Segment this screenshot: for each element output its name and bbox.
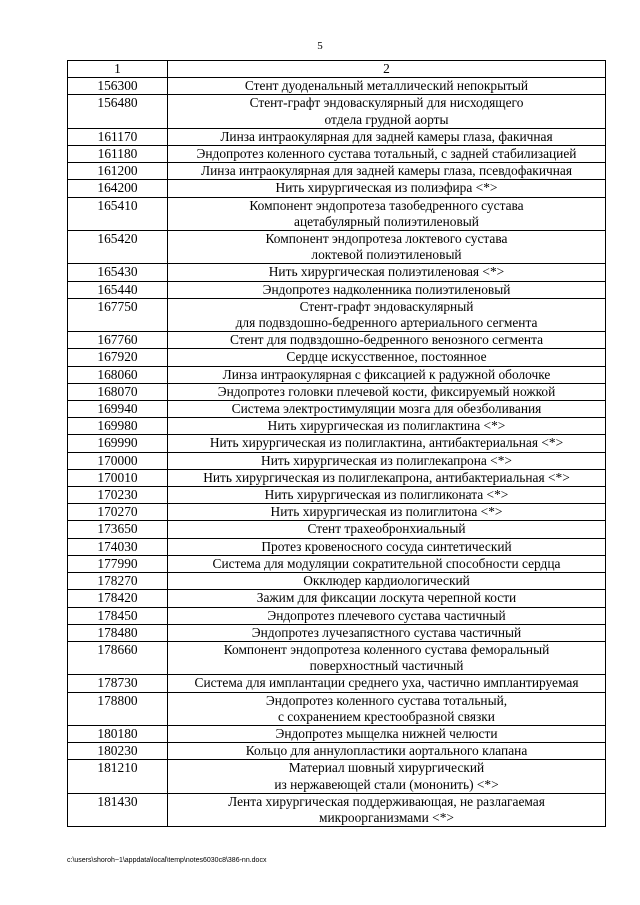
device-name-cell: Протез кровеносного сосуда синтетический: [168, 538, 606, 555]
device-name-cell: Компонент эндопротеза тазобедренного сустава ацетабулярный полиэтиленовый: [168, 197, 606, 230]
device-name-cell: Нить хирургическая из полиглактина <*>: [168, 418, 606, 435]
device-name-cell: Стент-графт эндоваскулярный для нисходящего отдела грудной аорты: [168, 95, 606, 128]
device-code-cell: 164200: [68, 180, 168, 197]
device-name-cell: Нить хирургическая из полиглекапрона <*>: [168, 452, 606, 469]
device-name-cell: Эндопротез плечевого сустава частичный: [168, 607, 606, 624]
device-name-cell: Эндопротез надколенника полиэтиленовый: [168, 281, 606, 298]
device-code-cell: 165430: [68, 264, 168, 281]
page-number: 5: [317, 40, 323, 52]
table-row: [68, 573, 606, 590]
device-name-cell: Эндопротез мыщелка нижней челюсти: [168, 725, 606, 742]
device-code-cell: 181210: [68, 760, 168, 793]
device-name-cell: Система электростимуляции мозга для обезболивания: [168, 401, 606, 418]
device-name-cell: Линза интраокулярная с фиксацией к радужной оболочке: [168, 366, 606, 383]
device-name-cell: Нить хирургическая из полиглекапрона, антибактериальная <*>: [168, 469, 606, 486]
device-name-cell: Окклюдер кардиологический: [168, 573, 606, 590]
table-row: [68, 624, 606, 641]
device-code-cell: 161200: [68, 163, 168, 180]
device-code-cell: 181430: [68, 793, 168, 826]
device-name-cell: Стент для подвздошно-бедренного венозного сегмента: [168, 332, 606, 349]
device-code-cell: 170270: [68, 504, 168, 521]
table-row: [68, 418, 606, 435]
table-row: [68, 231, 606, 264]
device-name-cell: Эндопротез головки плечевой кости, фиксируемый ножкой: [168, 383, 606, 400]
table-row: [68, 95, 606, 128]
device-name-cell: Нить хирургическая из полигликоната <*>: [168, 487, 606, 504]
device-name-cell: Сердце искусственное, постоянное: [168, 349, 606, 366]
device-name-cell: Нить хирургическая из полиглитона <*>: [168, 504, 606, 521]
table-row: [68, 180, 606, 197]
table-row: [68, 641, 606, 674]
table-row: [68, 675, 606, 692]
column-header-code: 1: [68, 61, 168, 78]
device-name-cell: Эндопротез коленного сустава тотальный, с сохранением крестообразной связки: [168, 692, 606, 725]
table-row: [68, 555, 606, 572]
table-row: [68, 743, 606, 760]
device-code-cell: 167920: [68, 349, 168, 366]
device-code-cell: 165410: [68, 197, 168, 230]
device-name-cell: Нить хирургическая из полиглактина, антибактериальная <*>: [168, 435, 606, 452]
table-row: [68, 692, 606, 725]
table-row: [68, 264, 606, 281]
table-row: [68, 469, 606, 486]
device-code-cell: 180230: [68, 743, 168, 760]
table-row: [68, 163, 606, 180]
device-code-cell: 161170: [68, 128, 168, 145]
device-code-cell: 170000: [68, 452, 168, 469]
device-code-cell: 168060: [68, 366, 168, 383]
device-code-cell: 178660: [68, 641, 168, 674]
table-row: [68, 128, 606, 145]
table-row: [68, 590, 606, 607]
table-row: [68, 793, 606, 826]
device-name-cell: Система для имплантации среднего уха, частично имплантируемая: [168, 675, 606, 692]
device-code-cell: 178480: [68, 624, 168, 641]
table-row: [68, 435, 606, 452]
device-name-cell: Лента хирургическая поддерживающая, не разлагаемая микроорганизмами <*>: [168, 793, 606, 826]
device-name-cell: Стент-графт эндоваскулярный для подвздошно-бедренного артериального сегмента: [168, 298, 606, 331]
table-row: [68, 332, 606, 349]
table-row: [68, 383, 606, 400]
table-row: [68, 349, 606, 366]
table-row: [68, 281, 606, 298]
table-row: [68, 78, 606, 95]
device-name-cell: Эндопротез коленного сустава тотальный, с задней стабилизацией: [168, 146, 606, 163]
table-header-row: [68, 61, 606, 78]
device-name-cell: Кольцо для аннулопластики аортального клапана: [168, 743, 606, 760]
device-name-cell: Стент трахеобронхиальный: [168, 521, 606, 538]
device-name-cell: Система для модуляции сократительной способности сердца: [168, 555, 606, 572]
table-body: [68, 78, 606, 827]
device-code-cell: 165440: [68, 281, 168, 298]
device-code-cell: 169990: [68, 435, 168, 452]
table-row: [68, 538, 606, 555]
device-code-cell: 167750: [68, 298, 168, 331]
table-row: [68, 760, 606, 793]
table-row: [68, 197, 606, 230]
device-code-cell: 169940: [68, 401, 168, 418]
device-name-cell: Линза интраокулярная для задней камеры глаза, псевдофакичная: [168, 163, 606, 180]
device-name-cell: Нить хирургическая из полиэфира <*>: [168, 180, 606, 197]
device-name-cell: Эндопротез лучезапястного сустава частичный: [168, 624, 606, 641]
device-code-cell: 178800: [68, 692, 168, 725]
device-name-cell: Материал шовный хирургический из нержавеющей стали (мононить) <*>: [168, 760, 606, 793]
table-row: [68, 401, 606, 418]
table-row: [68, 146, 606, 163]
device-name-cell: Стент дуоденальный металлический непокрытый: [168, 78, 606, 95]
column-header-name: 2: [168, 61, 606, 78]
table-row: [68, 487, 606, 504]
device-name-cell: Нить хирургическая полиэтиленовая <*>: [168, 264, 606, 281]
device-code-cell: 169980: [68, 418, 168, 435]
table-row: [68, 607, 606, 624]
device-code-cell: 178420: [68, 590, 168, 607]
device-code-cell: 167760: [68, 332, 168, 349]
device-name-cell: Компонент эндопротеза локтевого сустава локтевой полиэтиленовый: [168, 231, 606, 264]
table-row: [68, 521, 606, 538]
device-code-cell: 180180: [68, 725, 168, 742]
device-code-cell: 156300: [68, 78, 168, 95]
device-code-cell: 161180: [68, 146, 168, 163]
device-code-cell: 178270: [68, 573, 168, 590]
table-row: [68, 452, 606, 469]
device-code-cell: 168070: [68, 383, 168, 400]
table-row: [68, 366, 606, 383]
footer-file-path: c:\users\shoroh~1\appdata\local\temp\notes6030c8\386-nn.docx: [67, 857, 267, 864]
device-code-cell: 178450: [68, 607, 168, 624]
device-code-cell: 174030: [68, 538, 168, 555]
device-table: [67, 60, 606, 827]
device-code-cell: 165420: [68, 231, 168, 264]
device-name-cell: Компонент эндопротеза коленного сустава феморальный поверхностный частичный: [168, 641, 606, 674]
device-name-cell: Зажим для фиксации лоскута черепной кости: [168, 590, 606, 607]
device-code-cell: 156480: [68, 95, 168, 128]
device-code-cell: 170230: [68, 487, 168, 504]
table-row: [68, 298, 606, 331]
device-name-cell: Линза интраокулярная для задней камеры глаза, факичная: [168, 128, 606, 145]
table-row: [68, 504, 606, 521]
table-row: [68, 725, 606, 742]
device-code-cell: 173650: [68, 521, 168, 538]
device-code-cell: 177990: [68, 555, 168, 572]
device-code-cell: 178730: [68, 675, 168, 692]
device-code-cell: 170010: [68, 469, 168, 486]
